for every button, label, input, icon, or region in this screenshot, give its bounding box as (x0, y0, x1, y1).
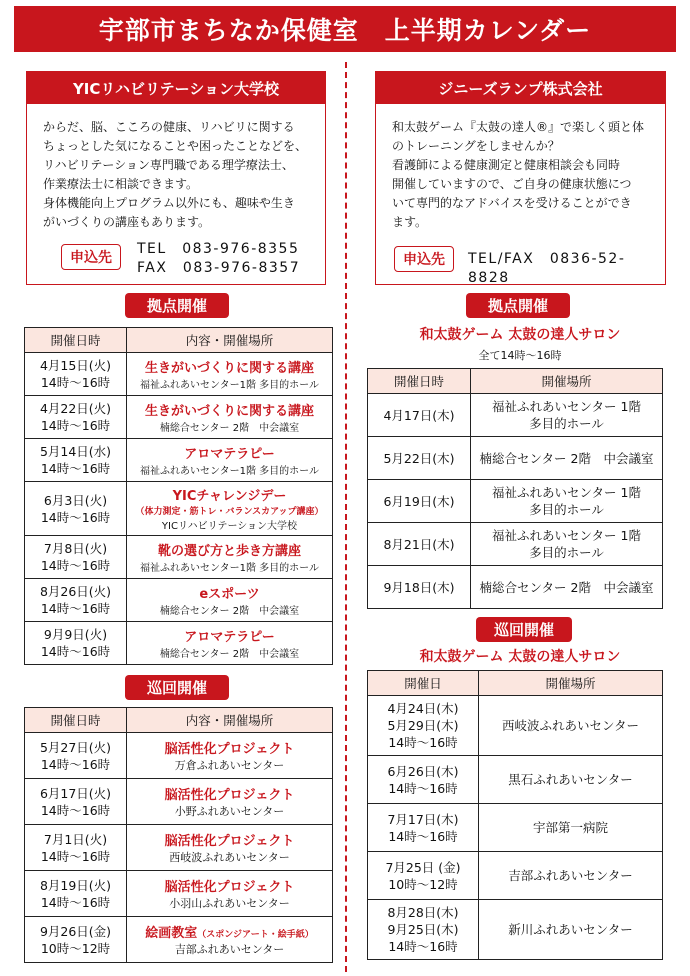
date-cell (25, 917, 127, 963)
time: 14時～16時 (40, 461, 111, 476)
content-cell (127, 825, 333, 871)
time: 14時～16時 (40, 509, 111, 525)
date-cell (25, 353, 127, 396)
table-row (25, 622, 333, 665)
venue: 楠総合センター 2階 中会議室 (159, 606, 300, 617)
genies-info-text (376, 104, 665, 232)
left-base-pill: 拠点開催 (125, 293, 229, 318)
event-title: 脳活性化プロジェクト (164, 788, 295, 803)
time: 14時～16時 (388, 828, 458, 844)
event-title: 生きがいづくりに関する講座 (144, 361, 314, 376)
content-cell (127, 579, 333, 622)
event-title: アロマテラピー (184, 630, 275, 645)
text-line: 作業療法士に相談できます。 (43, 177, 199, 191)
date: 5月27日(火) (39, 739, 112, 755)
date-cell (25, 825, 127, 871)
content-cell (127, 353, 333, 396)
venue: 福祉ふれあいセンター 1階 (492, 528, 641, 543)
date-cell: 4月17日(木) (368, 394, 471, 437)
text-line: のトレーニングをしませんか？ (392, 139, 560, 153)
content-cell (127, 439, 333, 482)
date-cell (25, 536, 127, 579)
fax-number: FAX 083-976-8357 (137, 260, 301, 276)
date: 4月15日(火) (39, 358, 112, 373)
date-cell (25, 482, 127, 536)
table-row (368, 804, 663, 852)
tel-number: TEL 083-976-8355 (137, 241, 300, 257)
right-tour-pill: 巡回開催 (476, 617, 572, 642)
content-cell (127, 779, 333, 825)
right-base-time: 全て14時～16時 (478, 349, 562, 362)
table-header-row (368, 369, 663, 394)
table-row (25, 482, 333, 536)
event-subtitle: （スポンジアート・絵手紙） (197, 930, 314, 940)
content-cell (127, 917, 333, 963)
date: 5月14日(水) (39, 444, 112, 459)
date-cell: 6月19日(木) (368, 480, 471, 523)
text-line: いて専門的なアドバイスを受けることができ (392, 196, 632, 210)
venue: 福祉ふれあいセンター1階 多目的ホール (140, 563, 319, 574)
contact-phones (137, 240, 300, 278)
time: 10時～12時 (40, 940, 111, 956)
time: 14時～16時 (40, 375, 111, 390)
date: 9月26日(金) (39, 923, 112, 939)
venue: 福祉ふれあいセンター 1階 (492, 485, 641, 500)
date: 9月25日(木) (387, 922, 459, 937)
venue-cell (471, 566, 663, 609)
yic-info-text (27, 104, 325, 232)
time: 14時～16時 (388, 939, 458, 954)
content-cell (127, 622, 333, 665)
venue-cell: 黒石ふれあいセンター (479, 756, 663, 804)
event-title: 絵画教室 (145, 926, 198, 941)
venue: 福祉ふれあいセンター1階 多目的ホール (140, 380, 319, 391)
table-header-row (25, 328, 333, 353)
date-cell (368, 852, 479, 900)
center-divider (345, 62, 347, 972)
table-row (368, 852, 663, 900)
table-row (25, 396, 333, 439)
time: 14時～16時 (40, 894, 111, 910)
venue: 福祉ふれあいセンター1階 多目的ホール (140, 466, 319, 477)
text-line: リハビリテーション専門職である理学療法士、 (43, 158, 294, 172)
table-header-row (25, 708, 333, 733)
date: 4月24日(木) (387, 701, 459, 716)
time: 14時～16時 (388, 735, 458, 750)
date: 6月3日(火) (43, 492, 108, 508)
venue-cell: 吉部ふれあいセンター (479, 852, 663, 900)
event-title: 脳活性化プロジェクト (164, 834, 295, 849)
time: 14時～16時 (40, 601, 111, 616)
event-title: eスポーツ (199, 587, 260, 602)
date-cell (25, 579, 127, 622)
time: 14時～16時 (40, 756, 111, 772)
venue: 楠総合センター 2階 中会議室 (159, 423, 300, 434)
date-cell (368, 696, 479, 756)
venue: 楠総合センター 2階 中会議室 (159, 649, 300, 660)
date-cell (25, 622, 127, 665)
venue: 福祉ふれあいセンター 1階 (492, 399, 641, 414)
venue: 小野ふれあいセンター (174, 805, 285, 818)
time: 14時～16時 (40, 644, 111, 659)
date-cell (25, 871, 127, 917)
date: 5月29日(木) (387, 718, 459, 733)
table-row (25, 917, 333, 963)
table-row (368, 566, 663, 609)
date-cell: 9月18日(木) (368, 566, 471, 609)
date: 7月1日(火) (43, 831, 108, 847)
table-row (25, 579, 333, 622)
text-line: 身体機能向上プログラム以外にも、趣味や生き (43, 196, 295, 210)
right-tour-subtitle: 和太鼓ゲーム 太鼓の達人サロン (419, 649, 621, 665)
column-header: 開催日時 (25, 328, 127, 353)
text-line: 開催していますので、ご自身の健康状態につ (392, 177, 632, 191)
time: 14時～16時 (40, 558, 111, 573)
event-title: 脳活性化プロジェクト (164, 880, 295, 895)
time: 14時～16時 (40, 418, 111, 433)
venue: 楠総合センター 2階 中会議室 (479, 579, 654, 595)
table-row (368, 523, 663, 566)
right-tour-table (367, 670, 663, 960)
time: 14時～16時 (388, 780, 458, 796)
column-header: 開催日時 (25, 708, 127, 733)
time: 14時～16時 (40, 848, 111, 864)
venue: 西岐波ふれあいセンター (169, 851, 290, 864)
date-cell (25, 396, 127, 439)
table-row (25, 353, 333, 396)
text-line: 看護師による健康測定と健康相談会も同時 (392, 158, 621, 172)
venue-room: 多目的ホール (529, 545, 604, 560)
table-row (25, 825, 333, 871)
venue-room: 多目的ホール (529, 502, 604, 517)
table-row (25, 439, 333, 482)
text-line: ちょっとした気になることや困ったことなどを、 (43, 139, 308, 153)
column-header: 開催場所 (479, 671, 663, 696)
date: 6月17日(火) (39, 785, 112, 801)
content-cell (127, 871, 333, 917)
text-line: からだ、脳、こころの健康、リハビリに関する (43, 120, 295, 134)
column-header: 内容・開催場所 (127, 328, 333, 353)
date-cell (368, 804, 479, 852)
right-base-table (367, 368, 663, 609)
venue-cell (471, 437, 663, 480)
table-header-row (368, 671, 663, 696)
date: 8月19日(火) (39, 877, 112, 893)
date: 8月28日(木) (387, 905, 459, 920)
apply-label: 申込先 (61, 244, 121, 270)
venue: YICリハビリテーション大学校 (161, 521, 298, 532)
table-row (368, 756, 663, 804)
date: 7月17日(木) (387, 811, 459, 827)
date: 7月25日 (金) (385, 859, 461, 875)
date-cell: 5月22日(木) (368, 437, 471, 480)
event-title: アロマテラピー (184, 447, 275, 462)
date: 8月26日(火) (39, 584, 112, 599)
genies-info-box (375, 71, 666, 285)
table-row (25, 871, 333, 917)
event-title: YICチャレンジデー (172, 489, 287, 504)
time: 14時～16時 (40, 802, 111, 818)
venue-cell: 新川ふれあいセンター (479, 900, 663, 960)
right-base-subtitle: 和太鼓ゲーム 太鼓の達人サロン (419, 327, 621, 343)
genies-info-header: ジニーズランプ株式会社 (376, 72, 665, 104)
venue-cell (471, 480, 663, 523)
venue-cell: 宇部第一病院 (479, 804, 663, 852)
yic-info-box (26, 71, 326, 285)
content-cell (127, 536, 333, 579)
apply-label: 申込先 (394, 246, 454, 272)
venue: 万倉ふれあいセンター (174, 759, 285, 772)
right-base-pill: 拠点開催 (466, 293, 570, 318)
text-line: がいづくりの講座もあります。 (43, 215, 211, 229)
table-row (368, 394, 663, 437)
date-cell (368, 900, 479, 960)
column-header: 内容・開催場所 (127, 708, 333, 733)
text-line: 和太鼓ゲーム『太鼓の達人®』で楽しく頭と体 (392, 120, 645, 134)
left-tour-table (24, 707, 333, 963)
venue: 吉部ふれあいセンター (174, 943, 285, 956)
table-row (368, 437, 663, 480)
content-cell (127, 482, 333, 536)
table-row (25, 536, 333, 579)
table-row (368, 696, 663, 756)
page-title: 宇部市まちなか保健室 上半期カレンダー (14, 6, 676, 52)
telfax-number: TEL/FAX 0836-52-8828 (468, 251, 626, 286)
venue-room: 多目的ホール (529, 416, 604, 431)
venue-cell (471, 523, 663, 566)
venue: 楠総合センター 2階 中会議室 (479, 450, 654, 466)
date: 4月22日(火) (39, 401, 112, 416)
content-cell (127, 733, 333, 779)
venue: 小羽山ふれあいセンター (169, 897, 290, 910)
date-cell (368, 756, 479, 804)
table-row (368, 900, 663, 960)
date-cell (25, 733, 127, 779)
date-cell: 8月21日(木) (368, 523, 471, 566)
date-cell (25, 439, 127, 482)
date: 6月26日(木) (387, 763, 459, 779)
column-header: 開催日時 (368, 369, 471, 394)
date: 7月8日(火) (43, 541, 108, 556)
event-title: 生きがいづくりに関する講座 (144, 404, 314, 419)
event-title: 脳活性化プロジェクト (164, 742, 295, 757)
column-header: 開催日 (368, 671, 479, 696)
venue-cell: 西岐波ふれあいセンター (479, 696, 663, 756)
content-cell (127, 396, 333, 439)
event-title: 靴の選び方と歩き方講座 (157, 544, 301, 559)
column-header: 開催場所 (471, 369, 663, 394)
date: 9月9日(火) (43, 627, 108, 642)
date-cell (25, 779, 127, 825)
text-line: ます。 (392, 215, 428, 229)
venue-cell (471, 394, 663, 437)
left-base-table (24, 327, 333, 665)
table-row (25, 779, 333, 825)
table-row (368, 480, 663, 523)
table-row (25, 733, 333, 779)
left-tour-pill: 巡回開催 (125, 675, 229, 700)
event-subtitle: （体力測定・筋トレ・バランスカアップ講座） (135, 507, 324, 517)
yic-info-header: YICリハビリテーション大学校 (27, 72, 325, 104)
time: 10時～12時 (388, 876, 458, 892)
